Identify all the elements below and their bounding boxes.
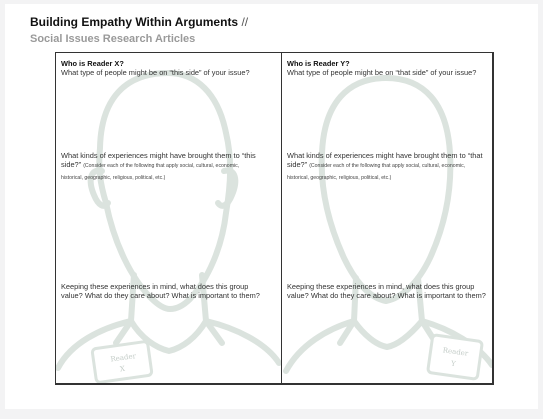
reader-y-panel	[281, 53, 493, 383]
reader-x-block-2	[61, 151, 261, 183]
page-title	[30, 15, 248, 29]
reader-y-tag-line2: Y	[450, 359, 457, 369]
document-page	[5, 4, 538, 409]
reader-x-tag-line1: Reader	[109, 352, 137, 364]
reader-y-block-1	[287, 59, 487, 78]
reader-y-tag	[428, 335, 483, 380]
reader-x-panel	[56, 53, 281, 383]
title-text: Building Empathy Within Arguments	[30, 15, 239, 29]
reader-y-question-1: What type of people might be on “that side” of your issue?	[287, 68, 477, 78]
reader-y-block-3	[287, 282, 487, 301]
reader-x-block-1	[61, 59, 261, 78]
reader-x-head-illustration	[56, 53, 281, 383]
reader-y-head-illustration	[282, 53, 493, 383]
reader-x-tag	[92, 341, 152, 382]
title-separator: //	[241, 15, 249, 29]
empathy-worksheet	[55, 52, 494, 385]
reader-y-question-2-note: (Consider each of the following that apply social, cultural, economic, historical, geographic, religious, political, etc.)	[287, 163, 466, 181]
reader-y-heading: Who is Reader Y?	[287, 59, 350, 68]
reader-x-question-1: What type of people might be on “this side” of your issue?	[61, 68, 250, 78]
reader-y-block-2	[287, 151, 487, 183]
page-subtitle: Social Issues Research Articles	[30, 33, 196, 45]
reader-x-tag-line2: X	[119, 364, 126, 374]
reader-x-question-2: What kinds of experiences might have brought them to “this side?”	[61, 151, 256, 170]
reader-x-question-3: Keeping these experiences in mind, what does this group value? What do they care about? What is important to them?	[61, 282, 260, 301]
reader-x-block-3	[61, 282, 261, 301]
reader-y-question-3: Keeping these experiences in mind, what does this group value? What do they care about? What is important to them?	[287, 282, 486, 301]
reader-y-tag-line1: Reader	[442, 346, 469, 358]
reader-x-question-2-note: (Consider each of the following that apply social, cultural, economic, historical, geographic, religious, political, etc.)	[61, 163, 240, 181]
reader-x-heading: Who is Reader X?	[61, 59, 124, 68]
reader-y-question-2: What kinds of experiences might have brought them to “that side?”	[287, 151, 483, 170]
